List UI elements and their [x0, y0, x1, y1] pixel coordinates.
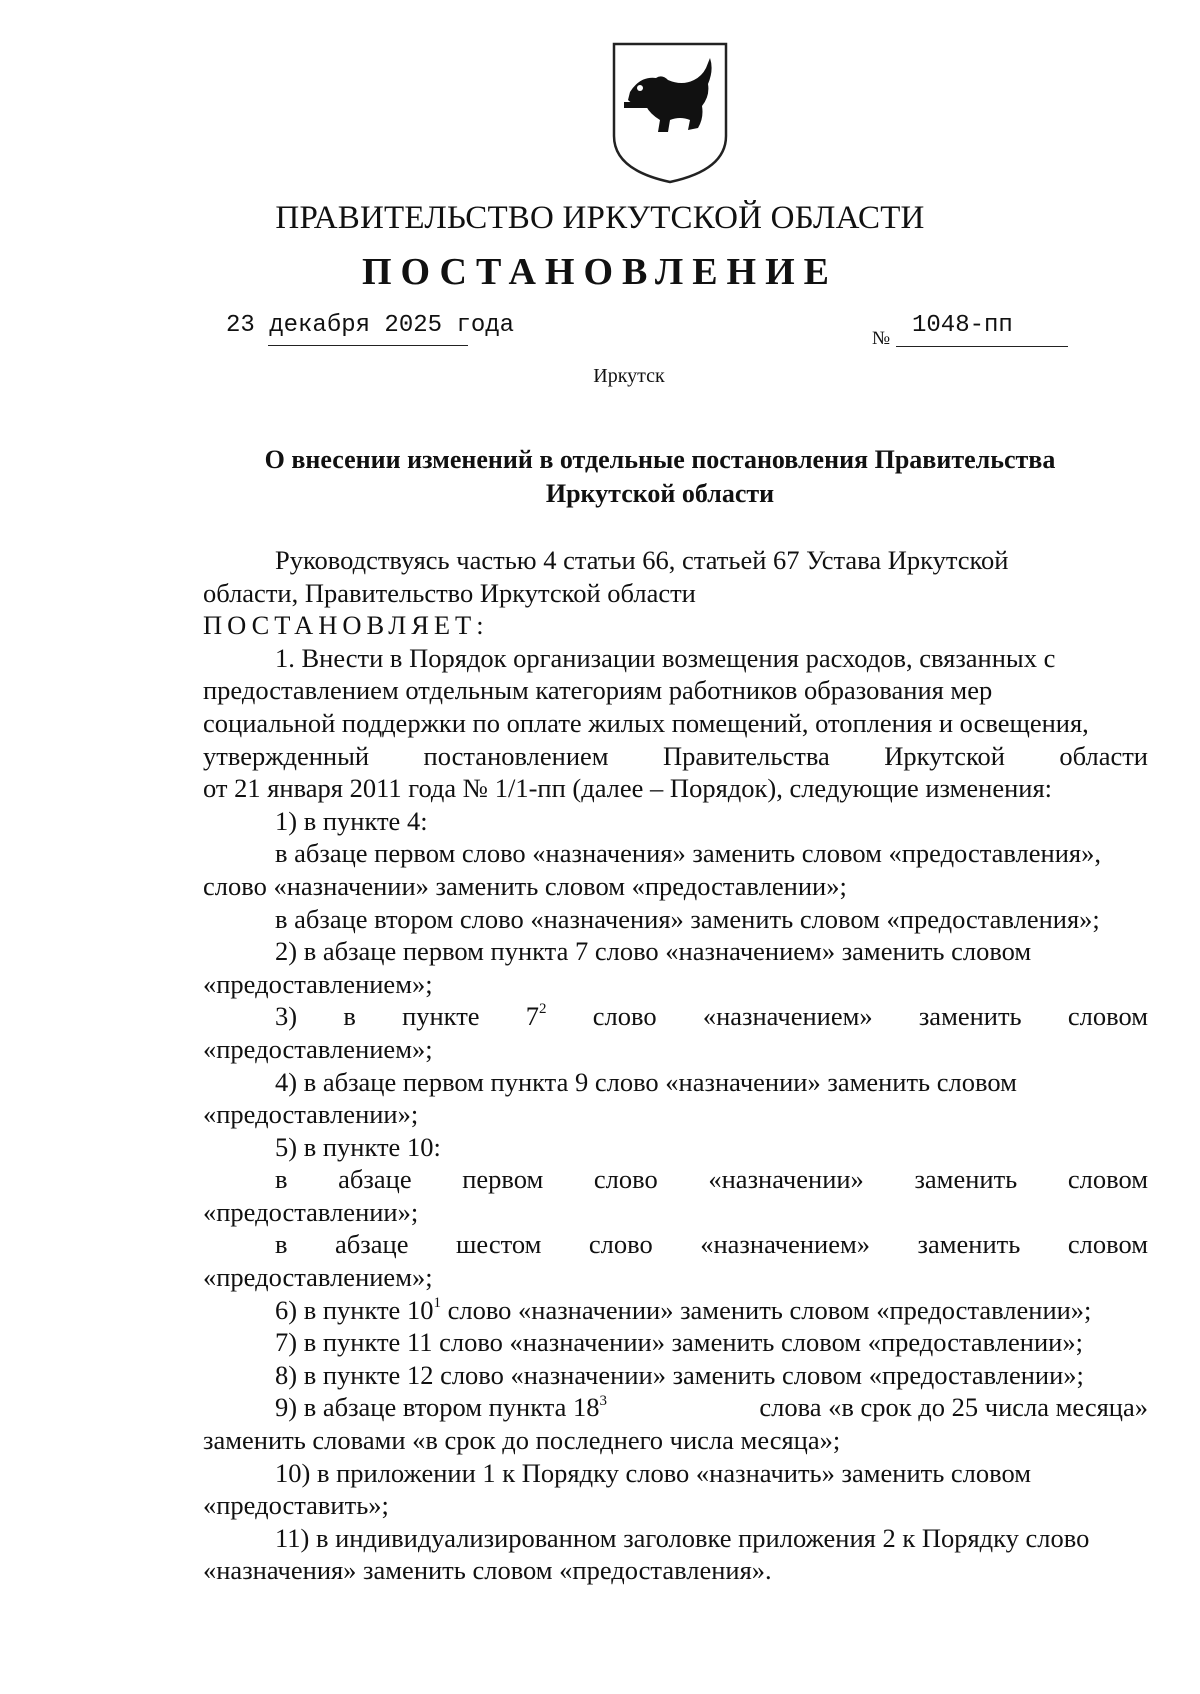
subitem-11-line-1: 11) в индивидуализированном заголовке приложения 2 к Порядку слово [275, 1522, 1090, 1553]
number-underline [896, 346, 1068, 347]
government-name: ПРАВИТЕЛЬСТВО ИРКУТСКОЙ ОБЛАСТИ [275, 200, 925, 236]
subitem-7: 7) в пункте 11 слово «назначении» заменить словом «предоставлении»; [275, 1327, 1083, 1358]
item-1-line-1: 1. Внести в Порядок организации возмещения расходов, связанных с [275, 642, 1056, 673]
item-1-line-4 [203, 740, 1148, 773]
decree-date: 23 декабря 2025 года [226, 312, 515, 339]
subitem-5-para-b-line-1 [203, 1228, 1148, 1261]
s3-number-sup: 2 [539, 1001, 547, 1018]
s3-word-5: заменить [918, 1001, 1022, 1032]
subitem-9-line-1 [203, 1391, 1148, 1424]
decree-type-heading: ПОСТАНОВЛЕНИЕ [361, 251, 839, 293]
s6-sup: 1 [433, 1294, 441, 1311]
s5a-word-3: слово [593, 1164, 658, 1195]
s3-number-base: 7 [525, 1001, 540, 1032]
s9-pre-group [275, 1391, 607, 1424]
item-1-line-2: предоставлением отдельным категориям работников образования мер [203, 675, 993, 706]
s5b-word-4: «назначением» [700, 1229, 871, 1260]
item-1-line-4-word-2: Правительства [662, 740, 830, 771]
subitem-5-para-a-line-1 [203, 1163, 1148, 1196]
s3-word-6: словом [1067, 1001, 1148, 1032]
subitem-3-line-1 [203, 1000, 1148, 1033]
s5b-word-2: шестом [456, 1229, 542, 1260]
subitem-5-para-b-line-2: «предоставлением»; [203, 1262, 433, 1293]
s9-sup: 3 [599, 1392, 608, 1409]
subitem-6 [203, 1294, 1148, 1327]
s5a-word-1: абзаце [338, 1164, 412, 1195]
s5a-word-5: заменить [914, 1164, 1018, 1195]
subitem-4-line-1: 4) в абзаце первом пункта 9 слово «назначении» заменить словом [275, 1066, 1017, 1097]
subitem-1-para-a-line-1: в абзаце первом слово «назначения» заменить словом «предоставления», [275, 838, 1101, 869]
subitem-8: 8) в пункте 12 слово «назначении» заменить словом «предоставлении»; [275, 1359, 1084, 1390]
subitem-9-line-2: заменить словами «в срок до последнего числа месяца»; [203, 1425, 841, 1456]
item-1-line-4-word-0: утвержденный [203, 740, 370, 771]
s5b-word-0: в [275, 1229, 288, 1260]
s5b-word-3: слово [588, 1229, 653, 1260]
s9-pre: 9) в абзаце втором пункта 18 [275, 1392, 600, 1423]
subitem-5-para-a-line-2: «предоставлении»; [203, 1196, 419, 1227]
s3-number [526, 1000, 547, 1033]
subitem-1: 1) в пункте 4: [275, 805, 428, 836]
item-1-line-3: социальной поддержки по оплате жилых помещений, отопления и освещения, [203, 707, 1089, 738]
subitem-5: 5) в пункте 10: [275, 1131, 441, 1162]
item-1-line-4-word-1: постановлением [423, 740, 609, 771]
subitem-2-line-2: «предоставлением»; [203, 968, 433, 999]
decree-city: Иркутск [593, 365, 665, 387]
s5b-word-6: словом [1067, 1229, 1148, 1260]
subitem-10-line-1: 10) в приложении 1 к Порядку слово «назначить» заменить словом [275, 1457, 1032, 1488]
subitem-2-line-1: 2) в абзаце первом пункта 7 слово «назначением» заменить словом [275, 936, 1032, 967]
s5a-word-0: в [275, 1164, 288, 1195]
decree-body [203, 544, 1148, 1587]
s9-post: слова «в срок до 25 числа месяца» [759, 1392, 1148, 1423]
subitem-11-line-2: «назначения» заменить словом «предоставления». [203, 1555, 772, 1586]
s5b-word-1: абзаце [335, 1229, 409, 1260]
title-line-1: О внесении изменений в отдельные постановления Правительства [264, 445, 1056, 474]
item-1-line-4-word-4: области [1059, 740, 1148, 771]
number-sign: № [872, 328, 891, 349]
preamble-line-2: области, Правительство Иркутской области [203, 577, 696, 608]
s5a-word-4: «назначении» [708, 1164, 864, 1195]
subitem-10-line-2: «предоставить»; [203, 1490, 389, 1521]
s5a-word-6: словом [1067, 1164, 1148, 1195]
item-1-line-4-word-3: Иркутской [884, 740, 1005, 771]
s3-word-0: 3) [275, 1001, 298, 1032]
resolves-heading: ПОСТАНОВЛЯЕТ: [203, 610, 489, 641]
subitem-3-line-2: «предоставлением»; [203, 1033, 433, 1064]
subitem-1-para-b: в абзаце втором слово «назначения» заменить словом «предоставления»; [275, 903, 1100, 934]
s6-post: слово «назначении» заменить словом «предоставлении»; [440, 1294, 1092, 1325]
s3-word-4: «назначением» [702, 1001, 873, 1032]
item-1-line-5: от 21 января 2011 года № 1/1-пп (далее – Порядок), следующие изменения: [203, 773, 1053, 804]
decree-title [200, 443, 1120, 511]
s5a-word-2: первом [462, 1164, 544, 1195]
decree-number: 1048-пп [912, 312, 1013, 339]
s3-word-2: пункте [402, 1001, 480, 1032]
s6-pre: 6) в пункте 10 [275, 1294, 434, 1325]
preamble-line-1: Руководствуясь частью 4 статьи 66, статьей 67 Устава Иркутской [275, 545, 1009, 575]
subitem-4-line-2: «предоставлении»; [203, 1099, 419, 1130]
title-line-2: Иркутской области [545, 479, 775, 508]
coat-of-arms-emblem [610, 40, 730, 186]
s3-word-3: слово [592, 1001, 657, 1032]
s3-word-1: в [343, 1001, 356, 1032]
subitem-1-para-a-line-2: слово «назначении» заменить словом «предоставлении»; [203, 870, 847, 901]
date-underline [268, 345, 468, 346]
s5b-word-5: заменить [917, 1229, 1021, 1260]
